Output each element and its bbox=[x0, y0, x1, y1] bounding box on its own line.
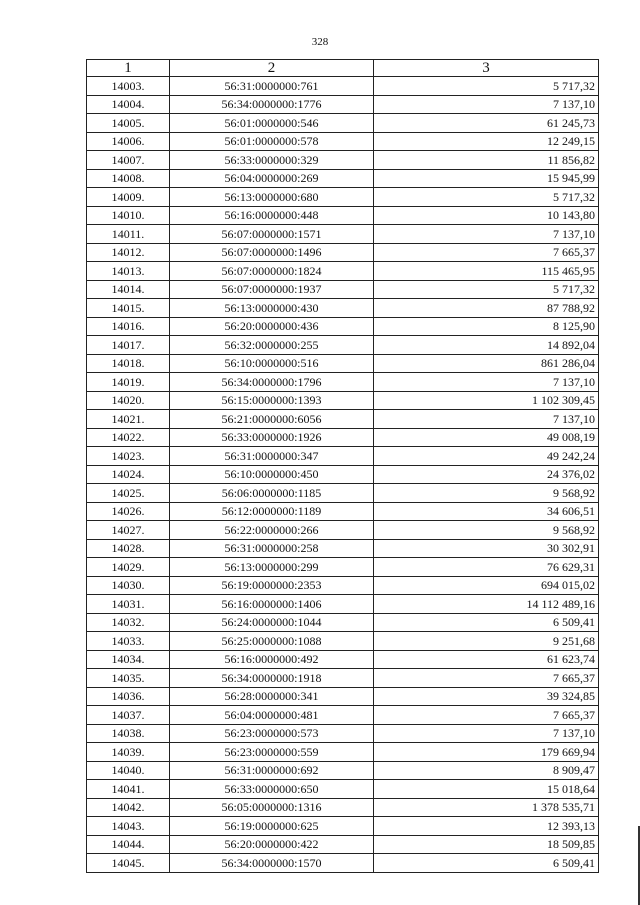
table-row bbox=[87, 95, 599, 114]
row-number-cell: 14012. bbox=[87, 243, 170, 262]
value-cell: 7 665,37 bbox=[374, 669, 599, 688]
cadastral-number-cell: 56:07:0000000:1571 bbox=[170, 225, 374, 244]
value-cell: 39 324,85 bbox=[374, 687, 599, 706]
row-number-cell: 14028. bbox=[87, 539, 170, 558]
row-number-cell: 14008. bbox=[87, 169, 170, 188]
cadastral-number-cell: 56:13:0000000:430 bbox=[170, 299, 374, 318]
row-number-cell: 14020. bbox=[87, 391, 170, 410]
value-cell: 1 102 309,45 bbox=[374, 391, 599, 410]
value-cell: 861 286,04 bbox=[374, 354, 599, 373]
table-row bbox=[87, 817, 599, 836]
row-number-cell: 14032. bbox=[87, 613, 170, 632]
value-cell: 61 623,74 bbox=[374, 650, 599, 669]
value-cell: 694 015,02 bbox=[374, 576, 599, 595]
cadastral-number-cell: 56:07:0000000:1496 bbox=[170, 243, 374, 262]
cadastral-number-cell: 56:31:0000000:692 bbox=[170, 761, 374, 780]
value-cell: 115 465,95 bbox=[374, 262, 599, 281]
row-number-cell: 14005. bbox=[87, 114, 170, 133]
row-number-cell: 14024. bbox=[87, 465, 170, 484]
table-row bbox=[87, 484, 599, 503]
cadastral-number-cell: 56:16:0000000:448 bbox=[170, 206, 374, 225]
table-row bbox=[87, 114, 599, 133]
table-row bbox=[87, 780, 599, 799]
cadastral-number-cell: 56:25:0000000:1088 bbox=[170, 632, 374, 651]
table-row bbox=[87, 798, 599, 817]
table-row bbox=[87, 724, 599, 743]
value-cell: 34 606,51 bbox=[374, 502, 599, 521]
row-number-cell: 14011. bbox=[87, 225, 170, 244]
value-cell: 179 669,94 bbox=[374, 743, 599, 762]
cadastral-number-cell: 56:04:0000000:269 bbox=[170, 169, 374, 188]
cadastral-number-cell: 56:34:0000000:1796 bbox=[170, 373, 374, 392]
table-row bbox=[87, 650, 599, 669]
row-number-cell: 14029. bbox=[87, 558, 170, 577]
row-number-cell: 14004. bbox=[87, 95, 170, 114]
table-row bbox=[87, 576, 599, 595]
table-row bbox=[87, 169, 599, 188]
value-cell: 24 376,02 bbox=[374, 465, 599, 484]
value-cell: 8 125,90 bbox=[374, 317, 599, 336]
table-row bbox=[87, 373, 599, 392]
value-cell: 61 245,73 bbox=[374, 114, 599, 133]
value-cell: 14 112 489,16 bbox=[374, 595, 599, 614]
table-row bbox=[87, 447, 599, 466]
table-row bbox=[87, 428, 599, 447]
row-number-cell: 14010. bbox=[87, 206, 170, 225]
value-cell: 18 509,85 bbox=[374, 835, 599, 854]
row-number-cell: 14023. bbox=[87, 447, 170, 466]
value-cell: 7 665,37 bbox=[374, 243, 599, 262]
cadastral-number-cell: 56:16:0000000:492 bbox=[170, 650, 374, 669]
row-number-cell: 14014. bbox=[87, 280, 170, 299]
value-cell: 49 008,19 bbox=[374, 428, 599, 447]
row-number-cell: 14022. bbox=[87, 428, 170, 447]
cadastral-number-cell: 56:13:0000000:680 bbox=[170, 188, 374, 207]
value-cell: 9 568,92 bbox=[374, 484, 599, 503]
value-cell: 10 143,80 bbox=[374, 206, 599, 225]
table-row bbox=[87, 687, 599, 706]
row-number-cell: 14044. bbox=[87, 835, 170, 854]
table-row bbox=[87, 410, 599, 429]
cadastral-number-cell: 56:33:0000000:329 bbox=[170, 151, 374, 170]
value-cell: 15 945,99 bbox=[374, 169, 599, 188]
row-number-cell: 14037. bbox=[87, 706, 170, 725]
row-number-cell: 14034. bbox=[87, 650, 170, 669]
cadastral-number-cell: 56:10:0000000:450 bbox=[170, 465, 374, 484]
page-number: 328 bbox=[311, 36, 329, 48]
table-row bbox=[87, 558, 599, 577]
table-row bbox=[87, 188, 599, 207]
cadastral-number-cell: 56:34:0000000:1918 bbox=[170, 669, 374, 688]
row-number-cell: 14045. bbox=[87, 854, 170, 873]
row-number-cell: 14043. bbox=[87, 817, 170, 836]
cadastral-number-cell: 56:34:0000000:1776 bbox=[170, 95, 374, 114]
table-row bbox=[87, 502, 599, 521]
cadastral-number-cell: 56:23:0000000:573 bbox=[170, 724, 374, 743]
cadastral-number-cell: 56:31:0000000:347 bbox=[170, 447, 374, 466]
value-cell: 7 137,10 bbox=[374, 724, 599, 743]
table-row bbox=[87, 743, 599, 762]
cadastral-number-cell: 56:22:0000000:266 bbox=[170, 521, 374, 540]
value-cell: 7 665,37 bbox=[374, 706, 599, 725]
table-row bbox=[87, 595, 599, 614]
column-header-3: 3 bbox=[374, 60, 599, 77]
table-row bbox=[87, 151, 599, 170]
table-row bbox=[87, 761, 599, 780]
value-cell: 12 393,13 bbox=[374, 817, 599, 836]
row-number-cell: 14035. bbox=[87, 669, 170, 688]
value-cell: 9 568,92 bbox=[374, 521, 599, 540]
cadastral-number-cell: 56:01:0000000:578 bbox=[170, 132, 374, 151]
row-number-cell: 14025. bbox=[87, 484, 170, 503]
cadastral-number-cell: 56:07:0000000:1937 bbox=[170, 280, 374, 299]
row-number-cell: 14030. bbox=[87, 576, 170, 595]
cadastral-number-cell: 56:32:0000000:255 bbox=[170, 336, 374, 355]
cadastral-number-cell: 56:05:0000000:1316 bbox=[170, 798, 374, 817]
value-cell: 87 788,92 bbox=[374, 299, 599, 318]
value-cell: 1 378 535,71 bbox=[374, 798, 599, 817]
table-row bbox=[87, 854, 599, 873]
cadastral-number-cell: 56:06:0000000:1185 bbox=[170, 484, 374, 503]
cadastral-number-cell: 56:34:0000000:1570 bbox=[170, 854, 374, 873]
table-row bbox=[87, 391, 599, 410]
table-row bbox=[87, 354, 599, 373]
table-row bbox=[87, 280, 599, 299]
cadastral-number-cell: 56:16:0000000:1406 bbox=[170, 595, 374, 614]
column-header-2: 2 bbox=[170, 60, 374, 77]
table-row bbox=[87, 706, 599, 725]
table-row bbox=[87, 835, 599, 854]
value-cell: 6 509,41 bbox=[374, 613, 599, 632]
value-cell: 5 717,32 bbox=[374, 188, 599, 207]
table-row bbox=[87, 669, 599, 688]
cadastral-number-cell: 56:28:0000000:341 bbox=[170, 687, 374, 706]
table-row bbox=[87, 613, 599, 632]
value-cell: 49 242,24 bbox=[374, 447, 599, 466]
cadastral-number-cell: 56:19:0000000:625 bbox=[170, 817, 374, 836]
row-number-cell: 14027. bbox=[87, 521, 170, 540]
value-cell: 14 892,04 bbox=[374, 336, 599, 355]
cadastral-number-cell: 56:20:0000000:436 bbox=[170, 317, 374, 336]
cadastral-number-cell: 56:21:0000000:6056 bbox=[170, 410, 374, 429]
value-cell: 12 249,15 bbox=[374, 132, 599, 151]
row-number-cell: 14018. bbox=[87, 354, 170, 373]
table-row bbox=[87, 317, 599, 336]
table-body bbox=[87, 77, 599, 873]
cadastral-number-cell: 56:04:0000000:481 bbox=[170, 706, 374, 725]
row-number-cell: 14039. bbox=[87, 743, 170, 762]
value-cell: 7 137,10 bbox=[374, 373, 599, 392]
registry-table bbox=[86, 59, 599, 873]
row-number-cell: 14026. bbox=[87, 502, 170, 521]
cadastral-number-cell: 56:19:0000000:2353 bbox=[170, 576, 374, 595]
row-number-cell: 14040. bbox=[87, 761, 170, 780]
value-cell: 7 137,10 bbox=[374, 225, 599, 244]
table-row bbox=[87, 521, 599, 540]
cadastral-number-cell: 56:01:0000000:546 bbox=[170, 114, 374, 133]
row-number-cell: 14009. bbox=[87, 188, 170, 207]
value-cell: 9 251,68 bbox=[374, 632, 599, 651]
row-number-cell: 14015. bbox=[87, 299, 170, 318]
value-cell: 15 018,64 bbox=[374, 780, 599, 799]
value-cell: 7 137,10 bbox=[374, 95, 599, 114]
row-number-cell: 14041. bbox=[87, 780, 170, 799]
row-number-cell: 14033. bbox=[87, 632, 170, 651]
row-number-cell: 14021. bbox=[87, 410, 170, 429]
table-row bbox=[87, 206, 599, 225]
cadastral-number-cell: 56:23:0000000:559 bbox=[170, 743, 374, 762]
table-row bbox=[87, 632, 599, 651]
cadastral-number-cell: 56:07:0000000:1824 bbox=[170, 262, 374, 281]
cadastral-number-cell: 56:15:0000000:1393 bbox=[170, 391, 374, 410]
row-number-cell: 14003. bbox=[87, 77, 170, 96]
cadastral-number-cell: 56:20:0000000:422 bbox=[170, 835, 374, 854]
value-cell: 5 717,32 bbox=[374, 280, 599, 299]
header-row bbox=[87, 60, 599, 77]
row-number-cell: 14013. bbox=[87, 262, 170, 281]
cadastral-number-cell: 56:31:0000000:258 bbox=[170, 539, 374, 558]
value-cell: 30 302,91 bbox=[374, 539, 599, 558]
column-header-1: 1 bbox=[87, 60, 170, 77]
table-row bbox=[87, 299, 599, 318]
row-number-cell: 14038. bbox=[87, 724, 170, 743]
cadastral-number-cell: 56:24:0000000:1044 bbox=[170, 613, 374, 632]
table-row bbox=[87, 539, 599, 558]
value-cell: 8 909,47 bbox=[374, 761, 599, 780]
row-number-cell: 14017. bbox=[87, 336, 170, 355]
value-cell: 11 856,82 bbox=[374, 151, 599, 170]
table-row bbox=[87, 465, 599, 484]
cadastral-number-cell: 56:10:0000000:516 bbox=[170, 354, 374, 373]
value-cell: 76 629,31 bbox=[374, 558, 599, 577]
value-cell: 5 717,32 bbox=[374, 77, 599, 96]
table-row bbox=[87, 132, 599, 151]
table-row bbox=[87, 243, 599, 262]
table-row bbox=[87, 225, 599, 244]
row-number-cell: 14019. bbox=[87, 373, 170, 392]
table-row bbox=[87, 262, 599, 281]
row-number-cell: 14042. bbox=[87, 798, 170, 817]
row-number-cell: 14031. bbox=[87, 595, 170, 614]
row-number-cell: 14036. bbox=[87, 687, 170, 706]
cadastral-number-cell: 56:33:0000000:1926 bbox=[170, 428, 374, 447]
row-number-cell: 14007. bbox=[87, 151, 170, 170]
table-row bbox=[87, 336, 599, 355]
row-number-cell: 14006. bbox=[87, 132, 170, 151]
table-row bbox=[87, 77, 599, 96]
value-cell: 7 137,10 bbox=[374, 410, 599, 429]
cadastral-number-cell: 56:13:0000000:299 bbox=[170, 558, 374, 577]
cadastral-number-cell: 56:31:0000000:761 bbox=[170, 77, 374, 96]
row-number-cell: 14016. bbox=[87, 317, 170, 336]
cadastral-number-cell: 56:12:0000000:1189 bbox=[170, 502, 374, 521]
value-cell: 6 509,41 bbox=[374, 854, 599, 873]
cadastral-number-cell: 56:33:0000000:650 bbox=[170, 780, 374, 799]
